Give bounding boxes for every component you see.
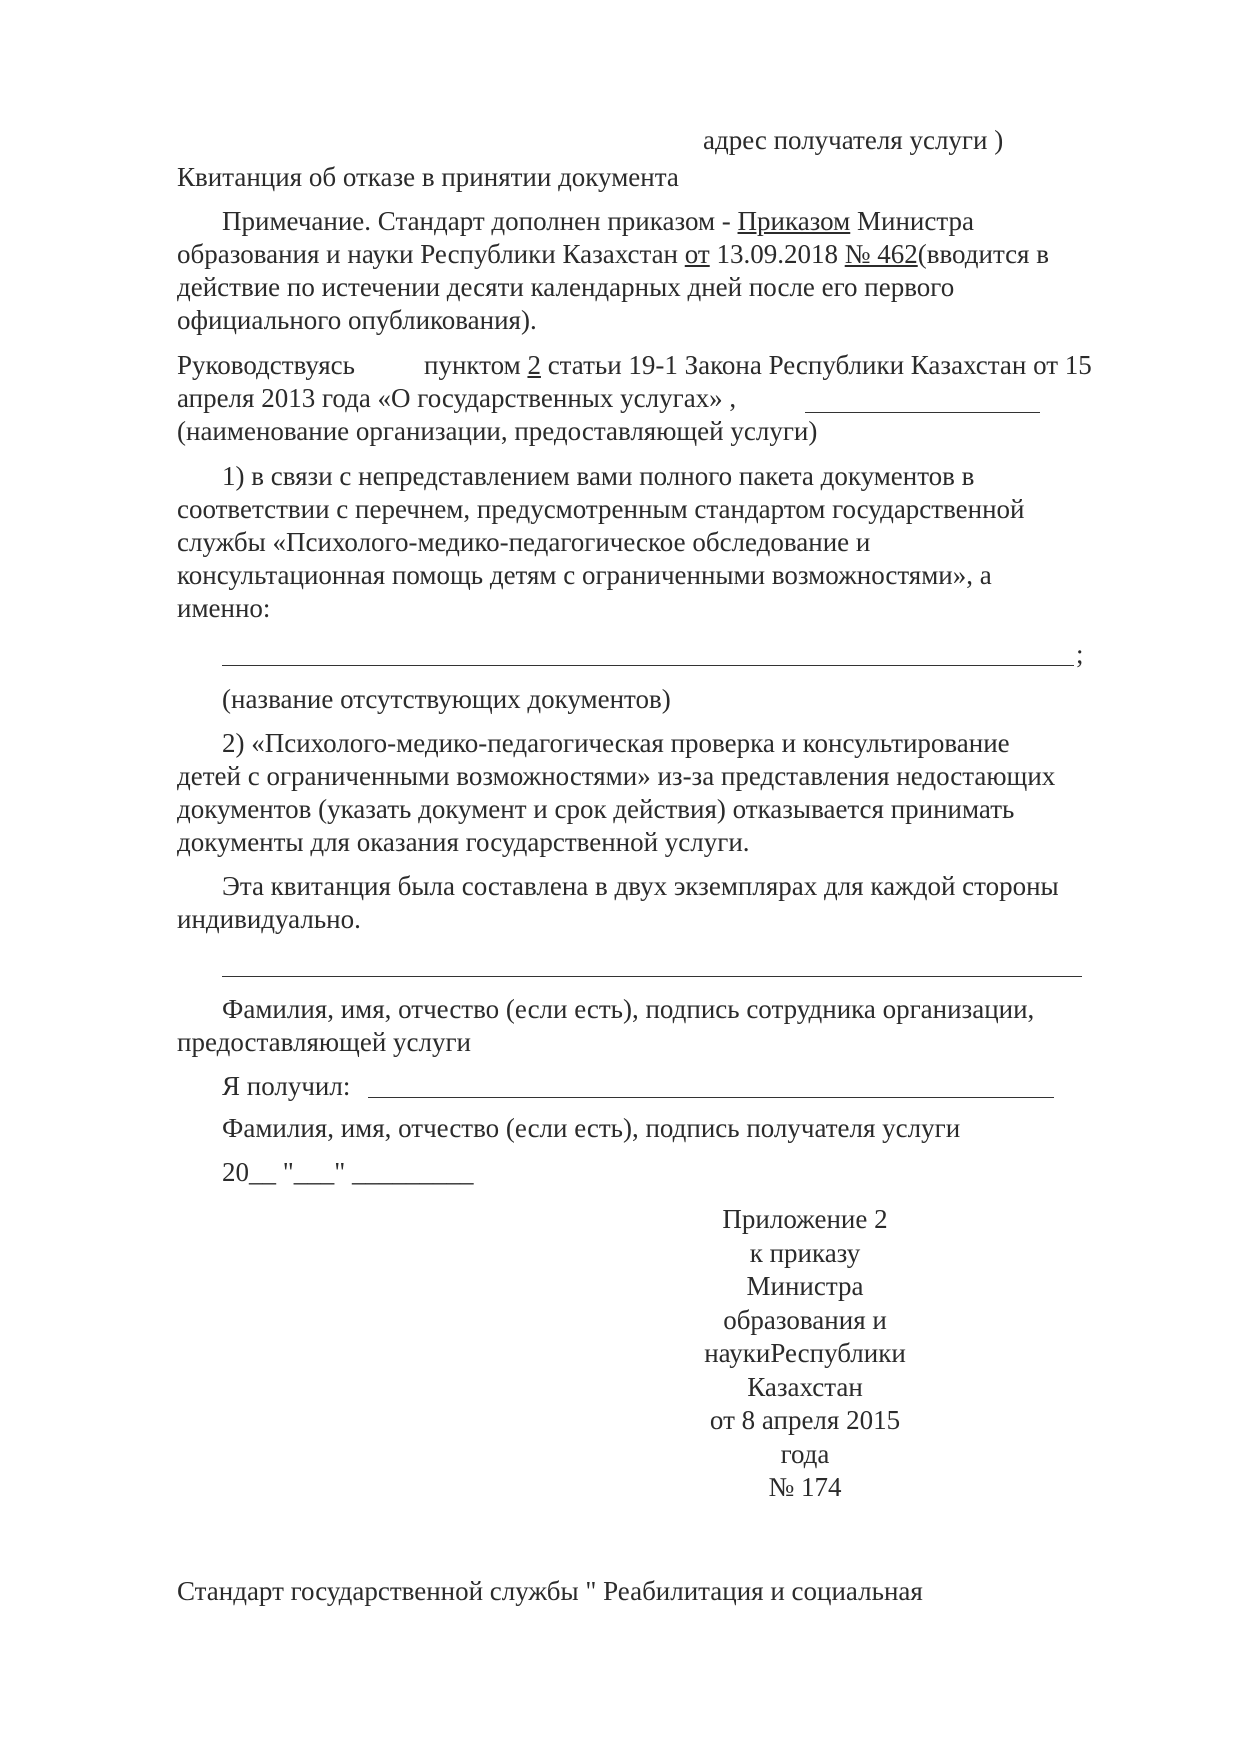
item-1-text: именно:: [177, 593, 271, 623]
order-number-link[interactable]: № 462: [844, 239, 918, 269]
semicolon: ;: [1076, 639, 1084, 669]
note-text: Примечание. Стандарт дополнен приказом -: [222, 206, 738, 236]
appendix-block: [640, 1203, 970, 1505]
note-text: (вводится в: [917, 239, 1049, 269]
item-1-text: соответствии с перечнем, предусмотренным стандартом государственной: [177, 494, 1025, 524]
appendix-line: к приказу: [749, 1237, 861, 1268]
date-blank: 20__ "___" _________: [222, 1157, 474, 1187]
item-1-text: службы «Психолого-медико-педагогическое обследование и: [177, 527, 871, 557]
organization-name-caption: (наименование организации, предоставляющей услуги): [177, 416, 818, 446]
note-text: образования и науки Республики Казахстан: [177, 239, 685, 269]
received-signature-blank: [368, 1097, 1054, 1098]
item-2-text: документов (указать документ и срок действия) отказывается принимать: [177, 794, 1015, 824]
copies-text: индивидуально.: [177, 904, 361, 934]
recipient-address-caption: адрес получателя услуги ): [703, 125, 1004, 155]
organization-name-blank: [805, 412, 1040, 413]
received-label: Я получил:: [222, 1071, 351, 1101]
guided-text: пунктом: [424, 350, 528, 380]
employee-signature-text: предоставляющей услуги: [177, 1027, 471, 1057]
note-text: действие по истечении десяти календарных дней после его первого: [177, 272, 955, 302]
guided-text: апреля 2013 года «О государственных услугах» ,: [177, 383, 737, 413]
appendix-line: от 8 апреля 2015: [709, 1405, 901, 1435]
item-2-text: документы для оказания государственной услуги.: [177, 827, 750, 857]
note-text: 13.09.2018: [709, 239, 845, 269]
item-2-text: детей с ограниченными возможностями» из-за представления недостающих: [177, 761, 1056, 791]
appendix-line: № 174: [768, 1472, 842, 1502]
guided-text: статьи 19-1 Закона Республики Казахстан от 15: [540, 350, 1092, 380]
receipt-title: Квитанция об отказе в принятии документа: [177, 162, 679, 192]
guided-text: Руководствуясь: [177, 350, 355, 380]
appendix-line: Казахстан: [747, 1371, 863, 1402]
date-link[interactable]: от: [684, 239, 710, 269]
note-text: официального опубликования).: [177, 305, 537, 335]
recipient-signature-caption: Фамилия, имя, отчество (если есть), подпись получателя услуги: [222, 1113, 961, 1143]
note-text: Министра: [850, 206, 974, 236]
item-2-text: 2) «Психолого-медико-педагогическая проверка и консультирование: [222, 728, 1010, 758]
order-link[interactable]: Приказом: [737, 206, 851, 236]
copies-text: Эта квитанция была составлена в двух экземплярах для каждой стороны: [222, 871, 1059, 901]
missing-documents-caption: (название отсутствующих документов): [222, 684, 671, 714]
appendix-line: образования и: [723, 1304, 887, 1335]
appendix-line: наукиРеспублики: [704, 1338, 906, 1368]
standard-title: Стандарт государственной службы " Реабилитация и социальная: [177, 1576, 923, 1606]
item-1-text: 1) в связи с непредставлением вами полного пакета документов в: [222, 461, 975, 491]
appendix-line: Приложение 2: [722, 1204, 888, 1234]
appendix-line: Министра: [746, 1271, 864, 1301]
employee-signature-text: Фамилия, имя, отчество (если есть), подпись сотрудника организации,: [222, 994, 1035, 1024]
item-1-text: консультационная помощь детям с ограниченными возможностями», а: [177, 560, 992, 590]
missing-documents-blank: [222, 665, 1074, 666]
clause-link[interactable]: 2: [527, 350, 541, 380]
employee-signature-blank: [222, 976, 1082, 977]
appendix-line: года: [780, 1438, 830, 1469]
